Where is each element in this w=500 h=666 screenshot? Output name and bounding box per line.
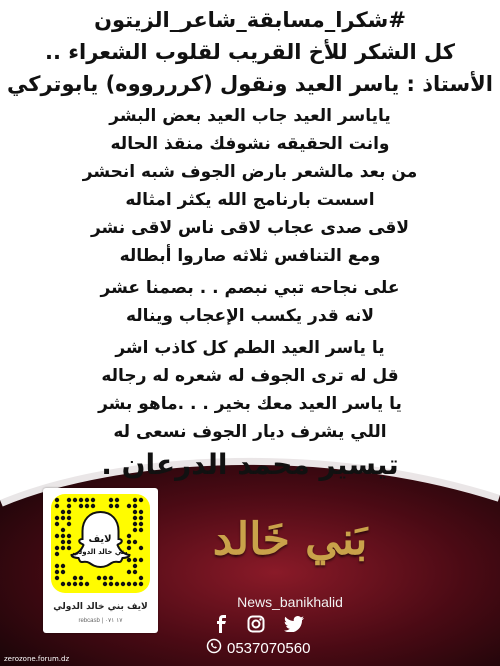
snapcode-dots: [51, 494, 150, 593]
verse-line: وانت الحقيقه نشوفك منقذ الحاله: [110, 134, 390, 154]
snapcode-card: [43, 488, 158, 633]
facebook-icon[interactable]: [214, 615, 228, 637]
hashtag-title: #شكرا_مسابقة_شاعر_الزيتون: [94, 8, 406, 32]
verse-line: لانه قدر يكسب الإعجاب ويناله: [125, 306, 375, 326]
verse-line: اسست بارنامج الله يكثر امثاله: [125, 190, 375, 210]
verse-line: من بعد مالشعر بارض الجوف شبه انحشر: [82, 162, 418, 182]
social-icons: [214, 616, 304, 636]
verse-line: ومع التنافس ثلاثه صاروا أبطاله: [119, 246, 381, 266]
snapcode-caption: لايف بني خالد الدولي: [53, 602, 148, 612]
verse-line: لاقى صدى عجاب لاقى ناس لاقى نشر: [90, 218, 410, 238]
ghost-text-2: بني خالد الدولي: [72, 548, 128, 556]
ghost-text-1: لايف: [88, 534, 112, 545]
whatsapp-icon[interactable]: [206, 638, 222, 658]
snapcode-subcaption: rebcasb | ١٧ ٠٧١: [78, 618, 123, 624]
watermark: zerozone.forum.dz: [4, 655, 70, 663]
social-handle: News_banikhalid: [237, 594, 343, 610]
phone-number: 0537070560: [227, 639, 311, 657]
addressee-line: الأستاذ : ياسر العيد ونقول (كرررووه) يابوتركي: [7, 72, 493, 96]
verse-line: يا ياسر العيد معك بخير . . .ماهو بشر: [98, 394, 402, 414]
verse-line: اللي يشرف ديار الجوف نسعى له: [113, 422, 387, 442]
signature: تيسير محمد الدرعان .: [101, 448, 399, 481]
verse-line: يا ياسر العيد الطم كل كاذب اشر: [115, 338, 385, 358]
phone-row: [206, 638, 346, 658]
verse-line: ياياسر العيد جاب العيد بعض البشر: [109, 106, 391, 126]
thanks-line: كل الشكر للأخ القريب لقلوب الشعراء ..: [45, 40, 455, 64]
instagram-icon[interactable]: [247, 615, 265, 637]
verse-line: على نجاحه تبي نبصم . . بصمنا عشر: [100, 278, 400, 298]
snapcode[interactable]: [51, 494, 150, 593]
verse-line: قل له ترى الجوف له شعره له رجاله: [101, 366, 399, 386]
twitter-icon[interactable]: [284, 616, 304, 636]
brand-logo-text: بَني خَالد: [212, 514, 368, 565]
